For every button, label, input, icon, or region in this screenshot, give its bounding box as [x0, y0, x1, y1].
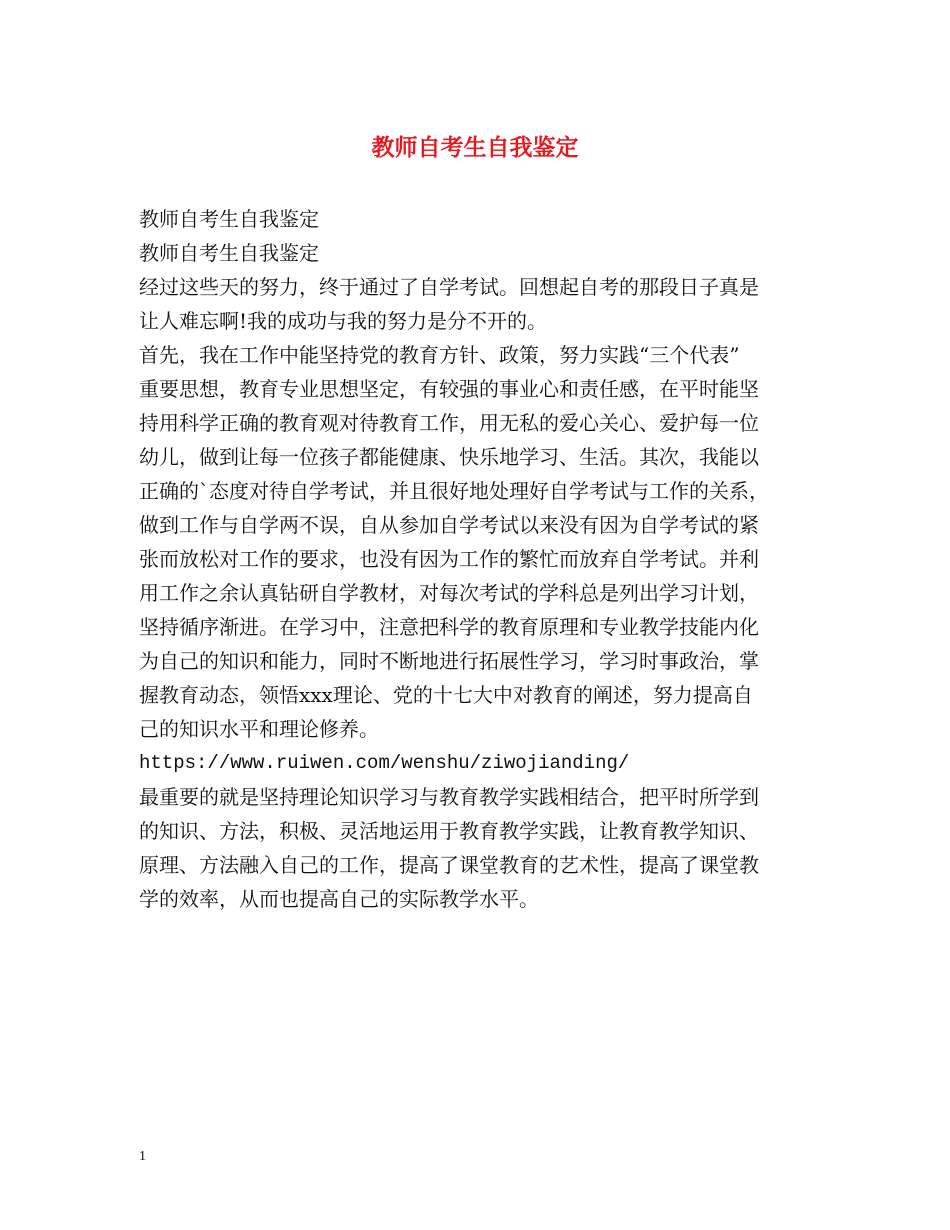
- body-line: 己的知识水平和理论修养。: [139, 717, 379, 741]
- body-line: 原理、方法融入自己的工作，提高了课堂教育的艺术性，提高了课堂教: [139, 853, 759, 877]
- body-line: 张而放松对工作的要求，也没有因为工作的繁忙而放弃自学考试。并利: [139, 547, 759, 571]
- body-line: 做到工作与自学两不误，自从参加自学考试以来没有因为自学考试的紧: [139, 513, 759, 537]
- body-line: 学的效率，从而也提高自己的实际教学水平。: [139, 887, 539, 911]
- body-line: 为自己的知识和能力，同时不断地进行拓展性学习，学习时事政治，掌: [139, 649, 759, 673]
- body-line: 让人难忘啊!我的成功与我的努力是分不开的。: [139, 309, 548, 333]
- body-line: 握教育动态，领悟xxx理论、党的十七大中对教育的阐述，努力提高自: [139, 683, 753, 707]
- body-line: 用工作之余认真钻研自学教材，对每次考试的学科总是列出学习计划，: [139, 581, 759, 605]
- page-number: 1: [139, 1149, 146, 1164]
- body-line: 的知识、方法，积极、灵活地运用于教育教学实践，让教育教学知识、: [139, 819, 759, 843]
- document-title: 教师自考生自我鉴定: [371, 134, 579, 161]
- body-line: 坚持循序渐进。在学习中，注意把科学的教育原理和专业教学技能内化: [139, 615, 759, 639]
- body-line: 持用科学正确的教育观对待教育工作，用无私的爱心关心、爱护每一位: [139, 411, 759, 435]
- body-line: 正确的`态度对待自学考试，并且很好地处理好自学考试与工作的关系，: [139, 479, 769, 503]
- body-line: 教师自考生自我鉴定: [139, 207, 319, 231]
- body-line: 首先，我在工作中能坚持党的教育方针、政策，努力实践“三个代表”: [139, 343, 740, 367]
- body-line: 重要思想，教育专业思想坚定，有较强的事业心和责任感，在平时能坚: [139, 377, 759, 401]
- body-line: 幼儿，做到让每一位孩子都能健康、快乐地学习、生活。其次，我能以: [139, 445, 759, 469]
- body-line: 最重要的就是坚持理论知识学习与教育教学实践相结合，把平时所学到: [139, 785, 759, 809]
- body-line: 教师自考生自我鉴定: [139, 241, 319, 265]
- body-line: 经过这些天的努力，终于通过了自学考试。回想起自考的那段日子真是: [139, 275, 759, 299]
- source-url: https://www.ruiwen.com/wenshu/ziwojianding/: [139, 752, 630, 774]
- document-body: [139, 202, 819, 916]
